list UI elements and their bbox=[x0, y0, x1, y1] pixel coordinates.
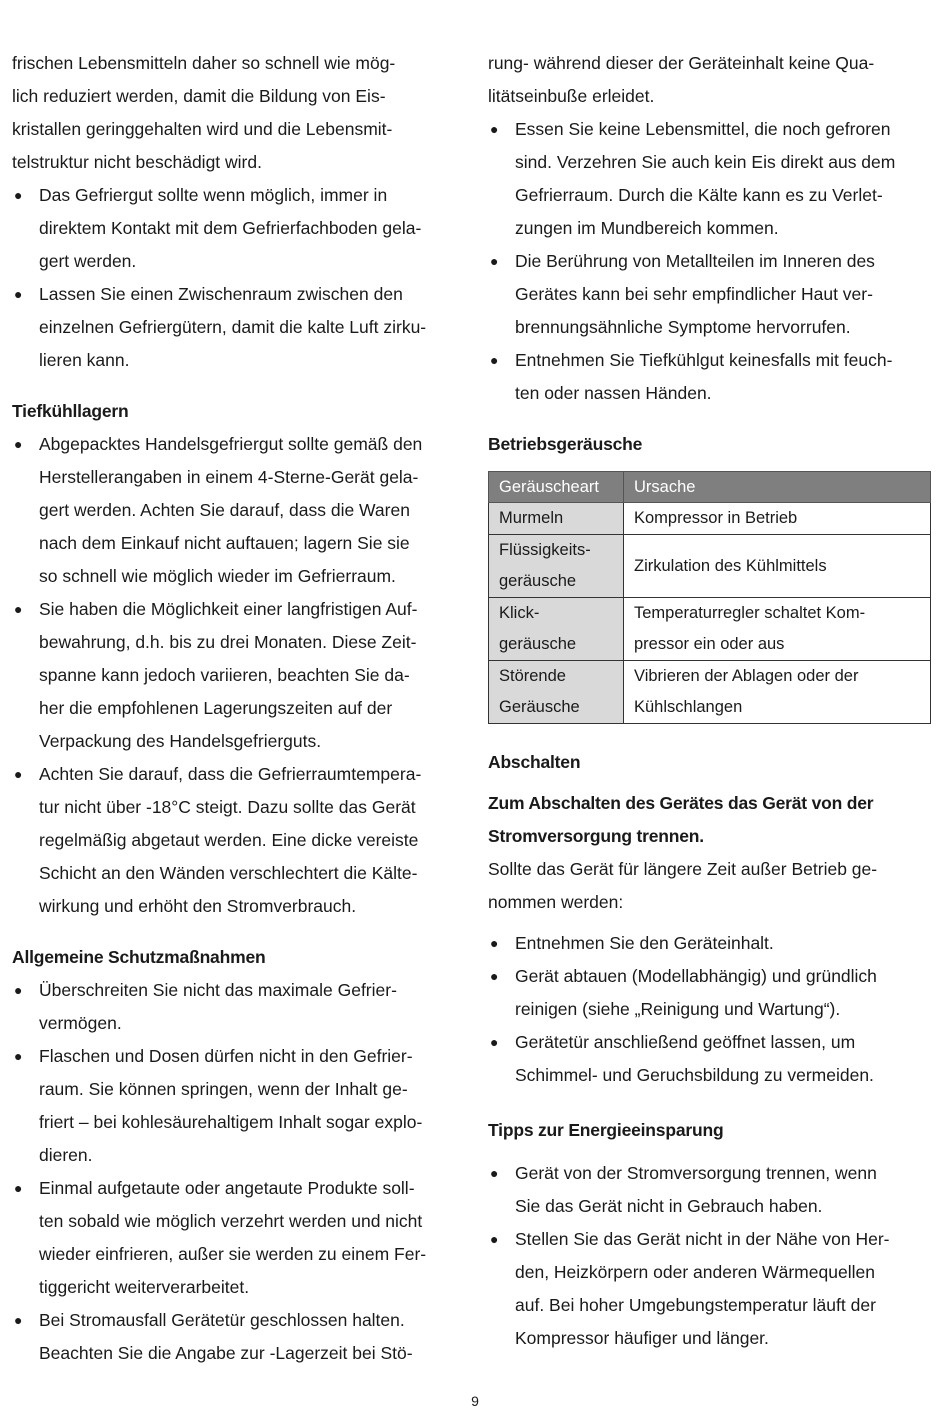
list-item-line: Kompressor häufiger und länger. bbox=[515, 1328, 769, 1348]
bullet-icon: ● bbox=[490, 352, 499, 368]
cell-text-line: Zirkulation des Kühlmittels bbox=[634, 556, 827, 575]
list-item bbox=[488, 1026, 933, 1092]
list-item-line: Gefrierraum. Durch die Kälte kann es zu Verlet- bbox=[515, 185, 883, 205]
continued-bullet-list bbox=[488, 113, 933, 410]
list-item-line: zungen im Mundbereich kommen. bbox=[515, 218, 779, 238]
list-item-line: Sie haben die Möglichkeit einer langfristigen Auf- bbox=[39, 599, 418, 619]
list-item-line: Überschreiten Sie nicht das maximale Gefrier- bbox=[39, 980, 397, 1000]
list-item-line: Gerät von der Stromversorgung trennen, wenn bbox=[515, 1163, 877, 1183]
list-item bbox=[12, 1172, 464, 1304]
list-item-line: reinigen (siehe „Reinigung und Wartung“). bbox=[515, 999, 841, 1019]
bullet-icon: ● bbox=[14, 1180, 23, 1196]
cell-text-line: Flüssigkeits- bbox=[499, 541, 591, 559]
cell-text-line: Temperaturregler schaltet Kom- bbox=[634, 604, 866, 622]
cell-text-line: Geräusche bbox=[499, 698, 580, 716]
bullet-icon: ● bbox=[14, 1048, 23, 1064]
cell-text-line: Kompressor in Betrieb bbox=[634, 509, 798, 527]
cell-noise-type bbox=[489, 598, 624, 661]
list-item-line: gert werden. bbox=[39, 251, 137, 271]
list-item-line: gert werden. Achten Sie darauf, dass die Waren bbox=[39, 500, 410, 520]
list-item bbox=[12, 1040, 464, 1172]
list-item bbox=[12, 974, 464, 1040]
list-item-line: Einmal aufgetaute oder angetaute Produkte soll- bbox=[39, 1178, 415, 1198]
list-item-line: Lassen Sie einen Zwischenraum zwischen den bbox=[39, 284, 403, 304]
list-item bbox=[12, 1304, 464, 1370]
cell-noise-type bbox=[489, 661, 624, 724]
list-item-line: Essen Sie keine Lebensmittel, die noch gefroren bbox=[515, 119, 891, 139]
cell-cause bbox=[624, 661, 931, 724]
cell-cause bbox=[624, 503, 931, 535]
left-column bbox=[12, 47, 464, 1370]
tiefkuehl-bullet-list bbox=[12, 428, 464, 923]
list-item-line: wieder einfrieren, außer sie werden zu einem Fer- bbox=[39, 1244, 427, 1264]
table-row bbox=[489, 661, 931, 724]
list-item-line: dieren. bbox=[39, 1145, 93, 1165]
bullet-icon: ● bbox=[14, 601, 23, 617]
list-item-line: Beachten Sie die Angabe zur -Lagerzeit bei Stö- bbox=[39, 1343, 413, 1363]
bullet-icon: ● bbox=[490, 121, 499, 137]
continued-paragraph bbox=[488, 47, 933, 113]
cell-text-line: Kühlschlangen bbox=[634, 698, 743, 716]
list-item-line: direktem Kontakt mit dem Gefrierfachboden gela- bbox=[39, 218, 422, 238]
list-item bbox=[488, 1157, 933, 1223]
noise-table bbox=[488, 471, 931, 724]
list-item-line: vermögen. bbox=[39, 1013, 122, 1033]
bullet-icon: ● bbox=[14, 187, 23, 203]
list-item-line: Abgepacktes Handelsgefriergut sollte gemäß den bbox=[39, 434, 423, 454]
list-item-line: Gerätetür anschließend geöffnet lassen, um bbox=[515, 1032, 856, 1052]
table-header-noise-type: Geräuscheart bbox=[489, 472, 624, 503]
list-item bbox=[12, 593, 464, 758]
page-number: 9 bbox=[471, 1393, 479, 1409]
text-line: Sollte das Gerät für längere Zeit außer Betrieb ge- bbox=[488, 859, 878, 879]
list-item-line: Die Berührung von Metallteilen im Inneren des bbox=[515, 251, 875, 271]
bullet-icon: ● bbox=[490, 1165, 499, 1181]
text-line: rung- während dieser der Geräteinhalt keine Qua- bbox=[488, 53, 875, 73]
list-item-line: Flaschen und Dosen dürfen nicht in den Gefrier- bbox=[39, 1046, 413, 1066]
list-item-line: tur nicht über -18°C steigt. Dazu sollte das Gerät bbox=[39, 797, 416, 817]
text-line: frischen Lebensmitteln daher so schnell wie mög- bbox=[12, 53, 396, 73]
intro-paragraph bbox=[12, 47, 464, 179]
bold-text-line: Stromversorgung trennen. bbox=[488, 826, 704, 846]
list-item-line: Gerätes kann bei sehr empfindlicher Haut ver- bbox=[515, 284, 873, 304]
right-column bbox=[488, 47, 933, 1355]
schutz-bullet-list bbox=[12, 974, 464, 1370]
bullet-icon: ● bbox=[14, 286, 23, 302]
list-item-line: Herstellerangaben in einem 4-Sterne-Gerät gela- bbox=[39, 467, 419, 487]
table-row bbox=[489, 503, 931, 535]
list-item-line: tiggericht weiterverarbeitet. bbox=[39, 1277, 250, 1297]
cell-text-line: pressor ein oder aus bbox=[634, 635, 785, 653]
abschalten-paragraph bbox=[488, 853, 933, 919]
list-item-line: ten sobald wie möglich verzehrt werden und nicht bbox=[39, 1211, 423, 1231]
list-item-line: raum. Sie können springen, wenn der Inhalt ge- bbox=[39, 1079, 408, 1099]
text-line: telstruktur nicht beschädigt wird. bbox=[12, 152, 262, 172]
list-item bbox=[488, 245, 933, 344]
energie-bullet-list bbox=[488, 1157, 933, 1355]
list-item bbox=[488, 1223, 933, 1355]
list-item-line: Schimmel- und Geruchsbildung zu vermeiden. bbox=[515, 1065, 874, 1085]
text-line: litätseinbuße erleidet. bbox=[488, 86, 655, 106]
table-row bbox=[489, 598, 931, 661]
bullet-icon: ● bbox=[14, 982, 23, 998]
list-item-line: sind. Verzehren Sie auch kein Eis direkt aus dem bbox=[515, 152, 896, 172]
list-item bbox=[12, 278, 464, 377]
abschalten-bullet-list bbox=[488, 927, 933, 1092]
heading-energiesparen: Tipps zur Energieeinsparung bbox=[488, 1120, 724, 1140]
text-line: lich reduziert werden, damit die Bildung von Eis- bbox=[12, 86, 386, 106]
list-item-line: Schicht an den Wänden verschlechtert die Kälte- bbox=[39, 863, 418, 883]
cell-noise-type bbox=[489, 535, 624, 598]
list-item bbox=[12, 179, 464, 278]
list-item-line: spanne kann jedoch variieren, beachten Sie da- bbox=[39, 665, 410, 685]
list-item-line: Das Gefriergut sollte wenn möglich, immer in bbox=[39, 185, 388, 205]
list-item bbox=[12, 758, 464, 923]
list-item-line: Sie das Gerät nicht in Gebrauch haben. bbox=[515, 1196, 823, 1216]
list-item-line: Verpackung des Handelsgefrierguts. bbox=[39, 731, 322, 751]
list-item-line: so schnell wie möglich wieder im Gefrierraum. bbox=[39, 566, 396, 586]
list-item bbox=[488, 927, 933, 960]
bullet-icon: ● bbox=[490, 1034, 499, 1050]
list-item bbox=[12, 428, 464, 593]
text-line: nommen werden: bbox=[488, 892, 624, 912]
heading-betriebsgeraeusche: Betriebsgeräusche bbox=[488, 434, 643, 454]
list-item-line: Bei Stromausfall Gerätetür geschlossen halten. bbox=[39, 1310, 405, 1330]
cell-text-line: geräusche bbox=[499, 572, 577, 590]
list-item bbox=[488, 344, 933, 410]
list-item-line: Stellen Sie das Gerät nicht in der Nähe von Her- bbox=[515, 1229, 890, 1249]
list-item-line: Achten Sie darauf, dass die Gefrierraumtempera- bbox=[39, 764, 422, 784]
list-item-line: auf. Bei hoher Umgebungstemperatur läuft der bbox=[515, 1295, 876, 1315]
bullet-icon: ● bbox=[14, 436, 23, 452]
bullet-icon: ● bbox=[490, 935, 499, 951]
bullet-icon: ● bbox=[14, 766, 23, 782]
list-item-line: den, Heizkörpern oder anderen Wärmequellen bbox=[515, 1262, 875, 1282]
bullet-icon: ● bbox=[490, 968, 499, 984]
list-item-line: Entnehmen Sie Tiefkühlgut keinesfalls mit feuch- bbox=[515, 350, 893, 370]
list-item-line: regelmäßig abgetaut werden. Eine dicke vereiste bbox=[39, 830, 419, 850]
cell-text-line: Vibrieren der Ablagen oder der bbox=[634, 667, 859, 685]
list-item-line: lieren kann. bbox=[39, 350, 130, 370]
list-item-line: Gerät abtauen (Modellabhängig) und gründlich bbox=[515, 966, 877, 986]
cell-text-line: Störende bbox=[499, 667, 566, 685]
cell-cause bbox=[624, 598, 931, 661]
list-item-line: bewahrung, d.h. bis zu drei Monaten. Diese Zeit- bbox=[39, 632, 417, 652]
abschalten-instruction bbox=[488, 787, 933, 853]
cell-text-line: geräusche bbox=[499, 635, 577, 653]
list-item bbox=[488, 113, 933, 245]
table-row bbox=[489, 535, 931, 598]
cell-text-line: Klick- bbox=[499, 604, 540, 622]
bullet-icon: ● bbox=[490, 253, 499, 269]
heading-abschalten: Abschalten bbox=[488, 752, 581, 772]
list-item-line: ten oder nassen Händen. bbox=[515, 383, 712, 403]
list-item-line: Entnehmen Sie den Geräteinhalt. bbox=[515, 933, 774, 953]
cell-text-line: Murmeln bbox=[499, 509, 564, 527]
bullet-icon: ● bbox=[490, 1231, 499, 1247]
bullet-icon: ● bbox=[14, 1312, 23, 1328]
heading-tiefkuehllagern: Tiefkühllagern bbox=[12, 401, 129, 421]
list-item-line: friert – bei kohlesäurehaltigem Inhalt sogar explo- bbox=[39, 1112, 423, 1132]
table-header-cause: Ursache bbox=[624, 472, 931, 503]
list-item-line: brennungsähnliche Symptome hervorrufen. bbox=[515, 317, 851, 337]
bold-text-line: Zum Abschalten des Gerätes das Gerät von der bbox=[488, 793, 874, 813]
cell-cause bbox=[624, 535, 931, 598]
list-item-line: wirkung und erhöht den Stromverbrauch. bbox=[39, 896, 357, 916]
list-item-line: einzelnen Gefriergütern, damit die kalte Luft zirku- bbox=[39, 317, 427, 337]
cell-noise-type bbox=[489, 503, 624, 535]
list-item-line: nach dem Einkauf nicht auftauen; lagern Sie sie bbox=[39, 533, 410, 553]
list-item-line: her die empfohlenen Lagerungszeiten auf der bbox=[39, 698, 393, 718]
intro-bullet-list bbox=[12, 179, 464, 377]
heading-schutzmassnahmen: Allgemeine Schutzmaßnahmen bbox=[12, 947, 266, 967]
list-item bbox=[488, 960, 933, 1026]
text-line: kristallen geringgehalten wird und die Lebensmit- bbox=[12, 119, 393, 139]
